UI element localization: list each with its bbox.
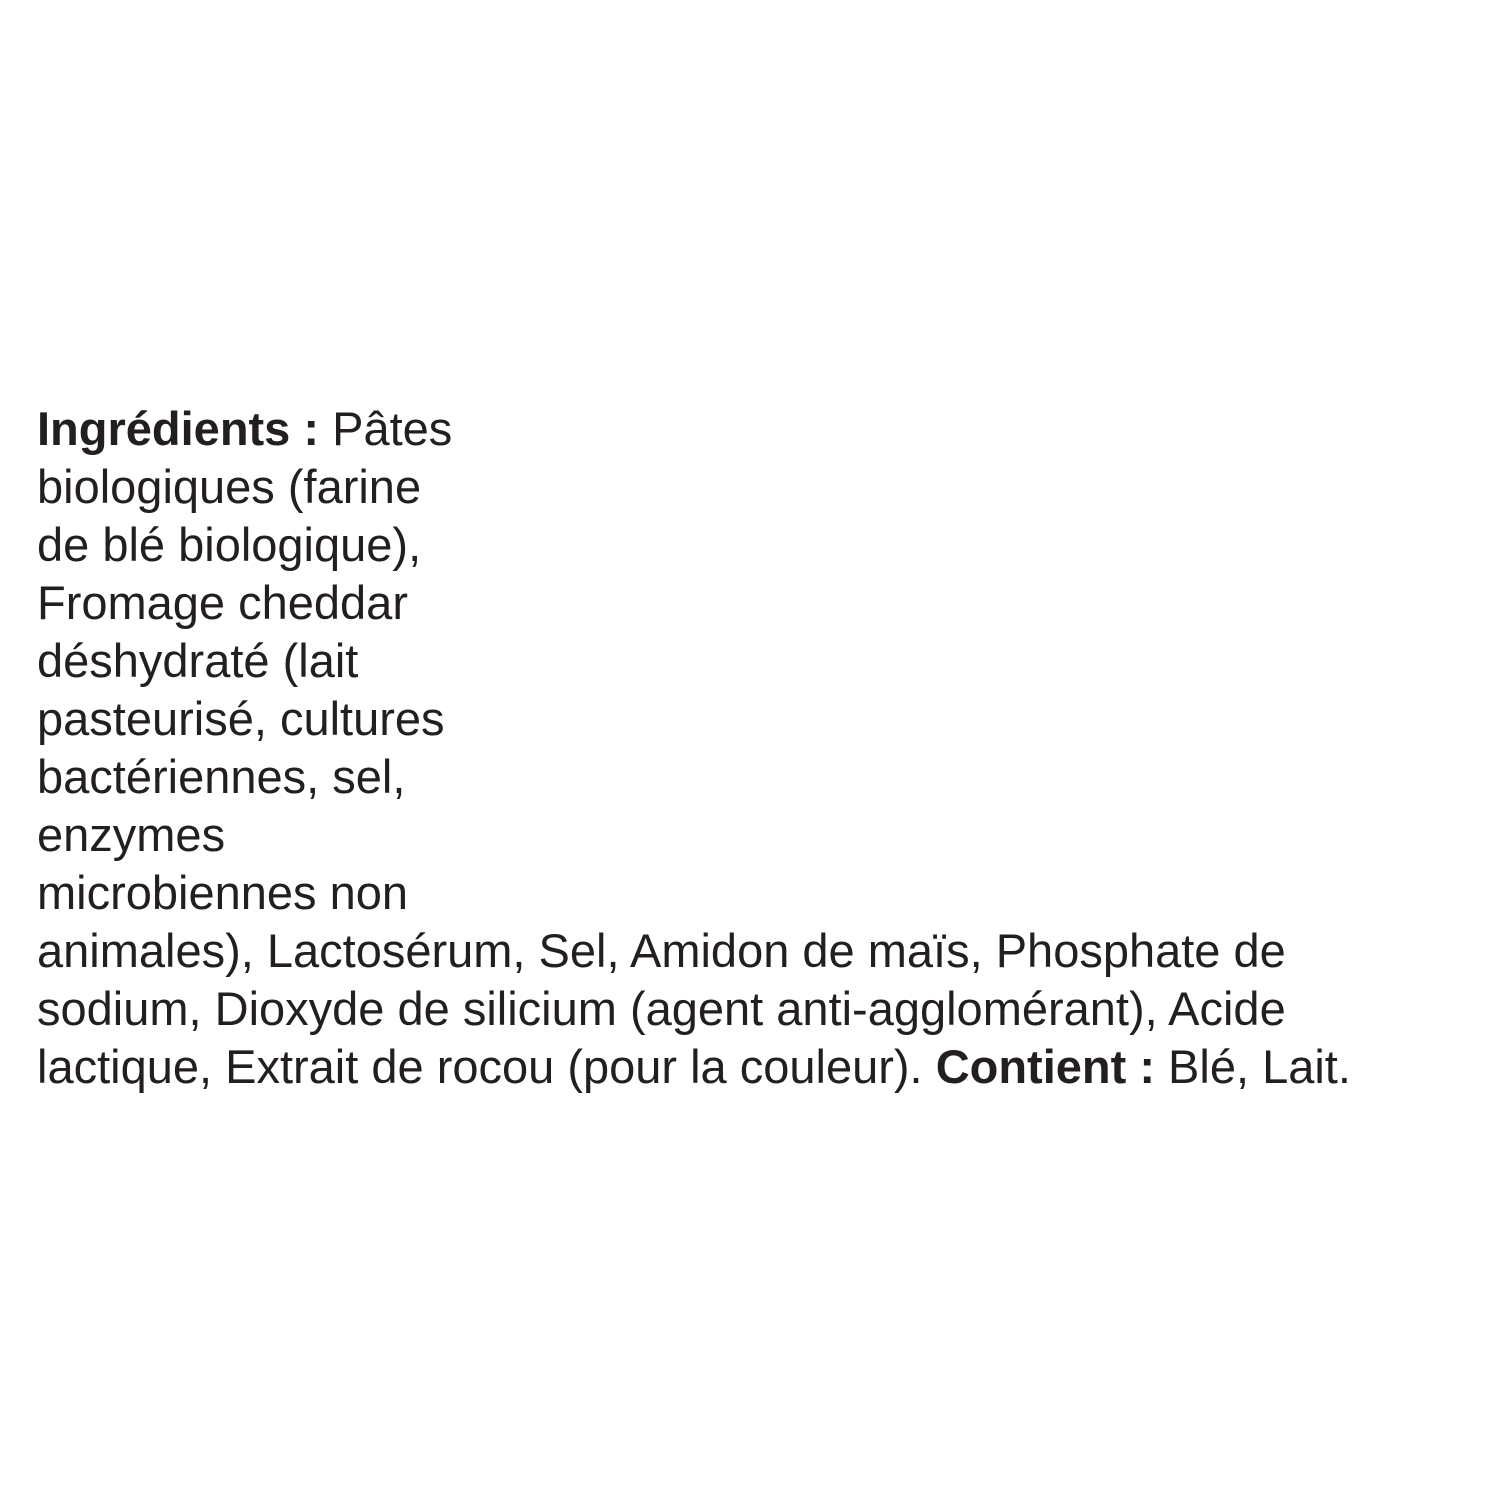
ingredients-text: déshydraté (lait xyxy=(37,634,359,687)
ingredients-text: biologiques (farine xyxy=(37,460,422,513)
ingredients-text: enzymes xyxy=(37,808,226,861)
ingredients-line-1 xyxy=(37,400,1477,458)
ingredients-text: microbiennes non xyxy=(37,866,408,919)
ingredients-text: Pâtes xyxy=(332,402,453,455)
ingredients-text: lactique, Extrait de rocou (pour la couleur). xyxy=(37,1040,923,1093)
ingredients-label xyxy=(37,400,1477,1096)
allergen-heading: Contient : xyxy=(935,1040,1155,1093)
ingredients-text: Fromage cheddar xyxy=(37,576,408,629)
allergen-list: Blé, Lait. xyxy=(1168,1040,1351,1093)
ingredients-text: animales), Lactosérum, Sel, Amidon de maïs, Phosphate de xyxy=(37,924,1286,977)
ingredients-last-line xyxy=(37,1038,1477,1096)
ingredients-text: bactériennes, sel, xyxy=(37,750,406,803)
ingredients-text: sodium, Dioxyde de silicium (agent anti-agglomérant), Acide xyxy=(37,982,1286,1035)
ingredients-heading: Ingrédients : xyxy=(37,402,320,455)
ingredients-text: pasteurisé, cultures xyxy=(37,692,445,745)
ingredients-text: de blé biologique), xyxy=(37,518,422,571)
